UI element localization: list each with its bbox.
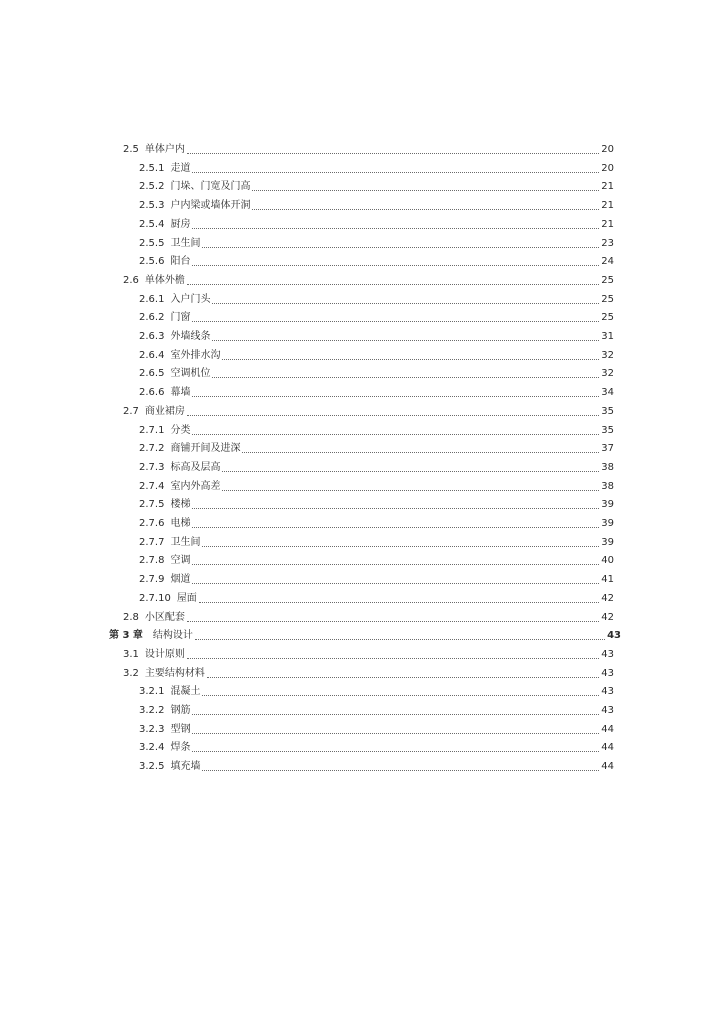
dot-leader xyxy=(222,359,599,360)
toc-entry-page: 43 xyxy=(601,686,614,698)
toc-entry-3-2-3[interactable] xyxy=(139,717,614,736)
toc-entry-page: 32 xyxy=(601,368,614,380)
toc-entry-page: 41 xyxy=(601,574,614,586)
toc-entry-chapter-3[interactable] xyxy=(109,623,621,642)
toc-entry-title: 标高及层高 xyxy=(170,461,221,473)
toc-entry-number: 2.7.9 xyxy=(139,574,165,586)
toc-entry-number: 2.7.1 xyxy=(139,424,165,436)
toc-entry-2-5[interactable] xyxy=(123,137,614,156)
toc-entry-3-2-2[interactable] xyxy=(139,698,614,717)
toc-entry-number: 2.5.2 xyxy=(139,181,165,193)
toc-entry-title: 钢筋 xyxy=(170,705,191,716)
toc-entry-title: 入户门头 xyxy=(170,293,211,305)
dot-leader xyxy=(192,172,599,173)
toc-entry-number: 2.6.5 xyxy=(139,368,165,380)
toc-entry-page: 35 xyxy=(601,405,614,417)
toc-entry-number: 2.7.2 xyxy=(139,443,165,455)
dot-leader xyxy=(207,677,599,678)
toc-entry-number: 2.5.6 xyxy=(139,256,165,268)
toc-entry-number: 2.8 xyxy=(123,611,139,623)
toc-entry-title: 户内梁或墙体开洞 xyxy=(170,200,251,212)
toc-entry-2-7[interactable] xyxy=(123,399,614,418)
toc-entry-2-6[interactable] xyxy=(123,268,614,287)
toc-entry-title: 主要结构材料 xyxy=(144,667,205,679)
dot-leader xyxy=(212,303,599,304)
toc-entry-2-5-6[interactable] xyxy=(139,249,614,268)
dot-leader xyxy=(202,770,599,771)
toc-entry-title: 卫生间 xyxy=(170,536,201,548)
dot-leader xyxy=(192,434,599,435)
toc-entry-page: 25 xyxy=(601,274,614,286)
toc-entry-page: 37 xyxy=(601,443,614,455)
dot-leader xyxy=(187,284,599,285)
toc-entry-page: 24 xyxy=(601,256,614,268)
toc-entry-number: 2.7.6 xyxy=(139,518,165,529)
toc-entry-2-5-1[interactable] xyxy=(139,156,614,175)
toc-entry-page: 40 xyxy=(601,555,614,567)
toc-entry-page: 32 xyxy=(601,349,614,361)
toc-entry-page: 25 xyxy=(601,312,614,324)
toc-entry-3-2-5[interactable] xyxy=(139,754,614,773)
toc-entry-number: 2.5.1 xyxy=(139,162,165,174)
dot-leader xyxy=(222,490,599,491)
toc-entry-2-7-7[interactable] xyxy=(139,530,614,549)
toc-entry-2-7-1[interactable] xyxy=(139,418,614,437)
toc-entry-number: 2.6.1 xyxy=(139,293,165,305)
toc-entry-title: 走道 xyxy=(170,162,191,174)
toc-entry-number: 3.2.3 xyxy=(139,723,165,735)
toc-entry-title: 商业裙房 xyxy=(144,405,185,417)
toc-entry-title: 阳台 xyxy=(170,256,191,268)
dot-leader xyxy=(192,508,599,509)
toc-entry-title: 厨房 xyxy=(170,218,191,230)
toc-entry-page: 42 xyxy=(601,611,614,623)
dot-leader xyxy=(192,527,599,528)
toc-entry-title: 空调机位 xyxy=(170,368,211,380)
toc-entry-page: 31 xyxy=(601,331,614,342)
toc-entry-page: 43 xyxy=(601,648,614,660)
toc-entry-2-5-2[interactable] xyxy=(139,174,614,193)
dot-leader xyxy=(222,471,599,472)
toc-entry-number: 2.5.3 xyxy=(139,200,165,212)
toc-entry-2-8[interactable] xyxy=(123,605,614,624)
dot-leader xyxy=(187,658,599,659)
toc-entry-3-2-1[interactable] xyxy=(139,679,614,698)
toc-entry-page: 39 xyxy=(601,536,614,548)
toc-entry-3-2[interactable] xyxy=(123,661,614,680)
dot-leader xyxy=(192,564,599,565)
toc-entry-title: 焊条 xyxy=(170,742,191,754)
toc-entry-number: 3.2.2 xyxy=(139,705,165,716)
toc-entry-title: 屋面 xyxy=(176,592,197,604)
toc-entry-title: 空调 xyxy=(170,555,191,567)
toc-entry-number: 2.7.3 xyxy=(139,461,165,473)
dot-leader xyxy=(192,751,599,752)
toc-entry-title: 烟道 xyxy=(170,574,191,586)
dot-leader xyxy=(199,602,599,603)
dot-leader xyxy=(202,247,599,248)
toc-entry-title: 单体户内 xyxy=(144,144,185,155)
toc-entry-page: 43 xyxy=(607,630,621,642)
toc-entry-number: 3.2.4 xyxy=(139,742,165,754)
toc-entry-2-5-5[interactable] xyxy=(139,231,614,250)
dot-leader xyxy=(192,733,599,734)
toc-entry-title: 单体外檐 xyxy=(144,274,185,286)
dot-leader xyxy=(252,190,599,191)
toc-entry-title: 小区配套 xyxy=(144,611,185,623)
toc-entry-page: 42 xyxy=(601,592,614,604)
toc-entry-2-7-10[interactable] xyxy=(139,586,614,605)
toc-entry-2-7-3[interactable] xyxy=(139,455,614,474)
toc-entry-3-1[interactable] xyxy=(123,642,614,661)
toc-entry-title: 室内外高差 xyxy=(170,480,221,492)
toc-entry-page: 43 xyxy=(601,705,614,716)
toc-entry-number: 3.2.5 xyxy=(139,761,165,773)
dot-leader xyxy=(195,639,605,640)
toc-entry-number: 2.7 xyxy=(123,405,139,417)
toc-entry-number: 3.2.1 xyxy=(139,686,165,698)
toc-entry-page: 21 xyxy=(601,181,614,193)
toc-entry-title: 结构设计 xyxy=(152,630,193,642)
dot-leader xyxy=(202,546,599,547)
toc-entry-number: 3.1 xyxy=(123,648,139,660)
toc-entry-page: 43 xyxy=(601,667,614,679)
toc-entry-page: 20 xyxy=(601,144,614,155)
toc-entry-2-7-6[interactable] xyxy=(139,511,614,530)
dot-leader xyxy=(192,228,599,229)
toc-entry-page: 34 xyxy=(601,387,614,399)
toc-entry-number: 2.5 xyxy=(123,144,139,155)
toc-entry-number: 2.6.6 xyxy=(139,387,165,399)
toc-entry-page: 38 xyxy=(601,480,614,492)
toc-entry-title: 填充墙 xyxy=(170,761,201,773)
toc-entry-page: 39 xyxy=(601,518,614,529)
toc-entry-title: 幕墙 xyxy=(170,387,191,399)
dot-leader xyxy=(192,714,599,715)
toc-entry-page: 38 xyxy=(601,461,614,473)
toc-entry-2-6-2[interactable] xyxy=(139,305,614,324)
toc-entry-number: 2.6.3 xyxy=(139,331,165,342)
toc-entry-title: 混凝土 xyxy=(170,686,201,698)
toc-entry-number: 2.7.4 xyxy=(139,480,165,492)
toc-entry-number: 2.6.2 xyxy=(139,312,165,324)
dot-leader xyxy=(192,583,599,584)
toc-entry-page: 20 xyxy=(601,162,614,174)
toc-entry-2-6-5[interactable] xyxy=(139,361,614,380)
dot-leader xyxy=(212,377,599,378)
dot-leader xyxy=(212,340,599,341)
toc-entry-2-6-3[interactable] xyxy=(139,324,614,343)
toc-entry-title: 型钢 xyxy=(170,723,191,735)
toc-entry-3-2-4[interactable] xyxy=(139,735,614,754)
dot-leader xyxy=(187,621,599,622)
toc-entry-page: 44 xyxy=(601,723,614,735)
toc-entry-number: 2.5.5 xyxy=(139,237,165,249)
toc-entry-page: 21 xyxy=(601,218,614,230)
dot-leader xyxy=(192,265,599,266)
toc-entry-title: 门窗 xyxy=(170,312,191,324)
toc-entry-2-6-1[interactable] xyxy=(139,287,614,306)
toc-entry-number: 2.7.7 xyxy=(139,536,165,548)
toc-entry-title: 设计原则 xyxy=(144,648,185,660)
toc-entry-page: 44 xyxy=(601,761,614,773)
toc-entry-number: 2.6 xyxy=(123,274,139,286)
toc-entry-page: 25 xyxy=(601,293,614,305)
dot-leader xyxy=(202,695,599,696)
toc-entry-2-7-2[interactable] xyxy=(139,436,614,455)
dot-leader xyxy=(187,415,599,416)
toc-entry-page: 35 xyxy=(601,424,614,436)
toc-entry-2-7-8[interactable] xyxy=(139,548,614,567)
toc-entry-2-7-9[interactable] xyxy=(139,567,614,586)
toc-entry-number: 2.6.4 xyxy=(139,349,165,361)
toc-entry-2-5-3[interactable] xyxy=(139,193,614,212)
toc-entry-2-5-4[interactable] xyxy=(139,212,614,231)
toc-entry-number: 第 3 章 xyxy=(109,630,143,642)
toc-entry-title: 室外排水沟 xyxy=(170,349,221,361)
toc-entry-page: 44 xyxy=(601,742,614,754)
dot-leader xyxy=(192,321,599,322)
toc-entry-number: 2.7.10 xyxy=(139,592,171,604)
toc-entry-number: 2.7.5 xyxy=(139,499,165,511)
toc-entry-number: 2.7.8 xyxy=(139,555,165,567)
dot-leader xyxy=(187,153,599,154)
dot-leader xyxy=(242,452,599,453)
dot-leader xyxy=(252,209,599,210)
toc-entry-page: 23 xyxy=(601,237,614,249)
toc-entry-number: 2.5.4 xyxy=(139,218,165,230)
toc-entry-title: 外墙线条 xyxy=(170,331,211,342)
dot-leader xyxy=(192,396,599,397)
toc-entry-2-6-4[interactable] xyxy=(139,343,614,362)
toc-entry-page: 21 xyxy=(601,200,614,212)
toc-entry-title: 楼梯 xyxy=(170,499,191,511)
toc-entry-title: 电梯 xyxy=(170,518,191,529)
toc-entry-2-7-5[interactable] xyxy=(139,492,614,511)
toc-entry-title: 卫生间 xyxy=(170,237,201,249)
toc-entry-2-7-4[interactable] xyxy=(139,474,614,493)
toc-entry-title: 商铺开间及进深 xyxy=(170,443,241,455)
toc-entry-number: 3.2 xyxy=(123,667,139,679)
toc-entry-2-6-6[interactable] xyxy=(139,380,614,399)
toc-entry-page: 39 xyxy=(601,499,614,511)
toc-entry-title: 分类 xyxy=(170,424,191,436)
toc-entry-title: 门垛、门宽及门高 xyxy=(170,181,251,193)
